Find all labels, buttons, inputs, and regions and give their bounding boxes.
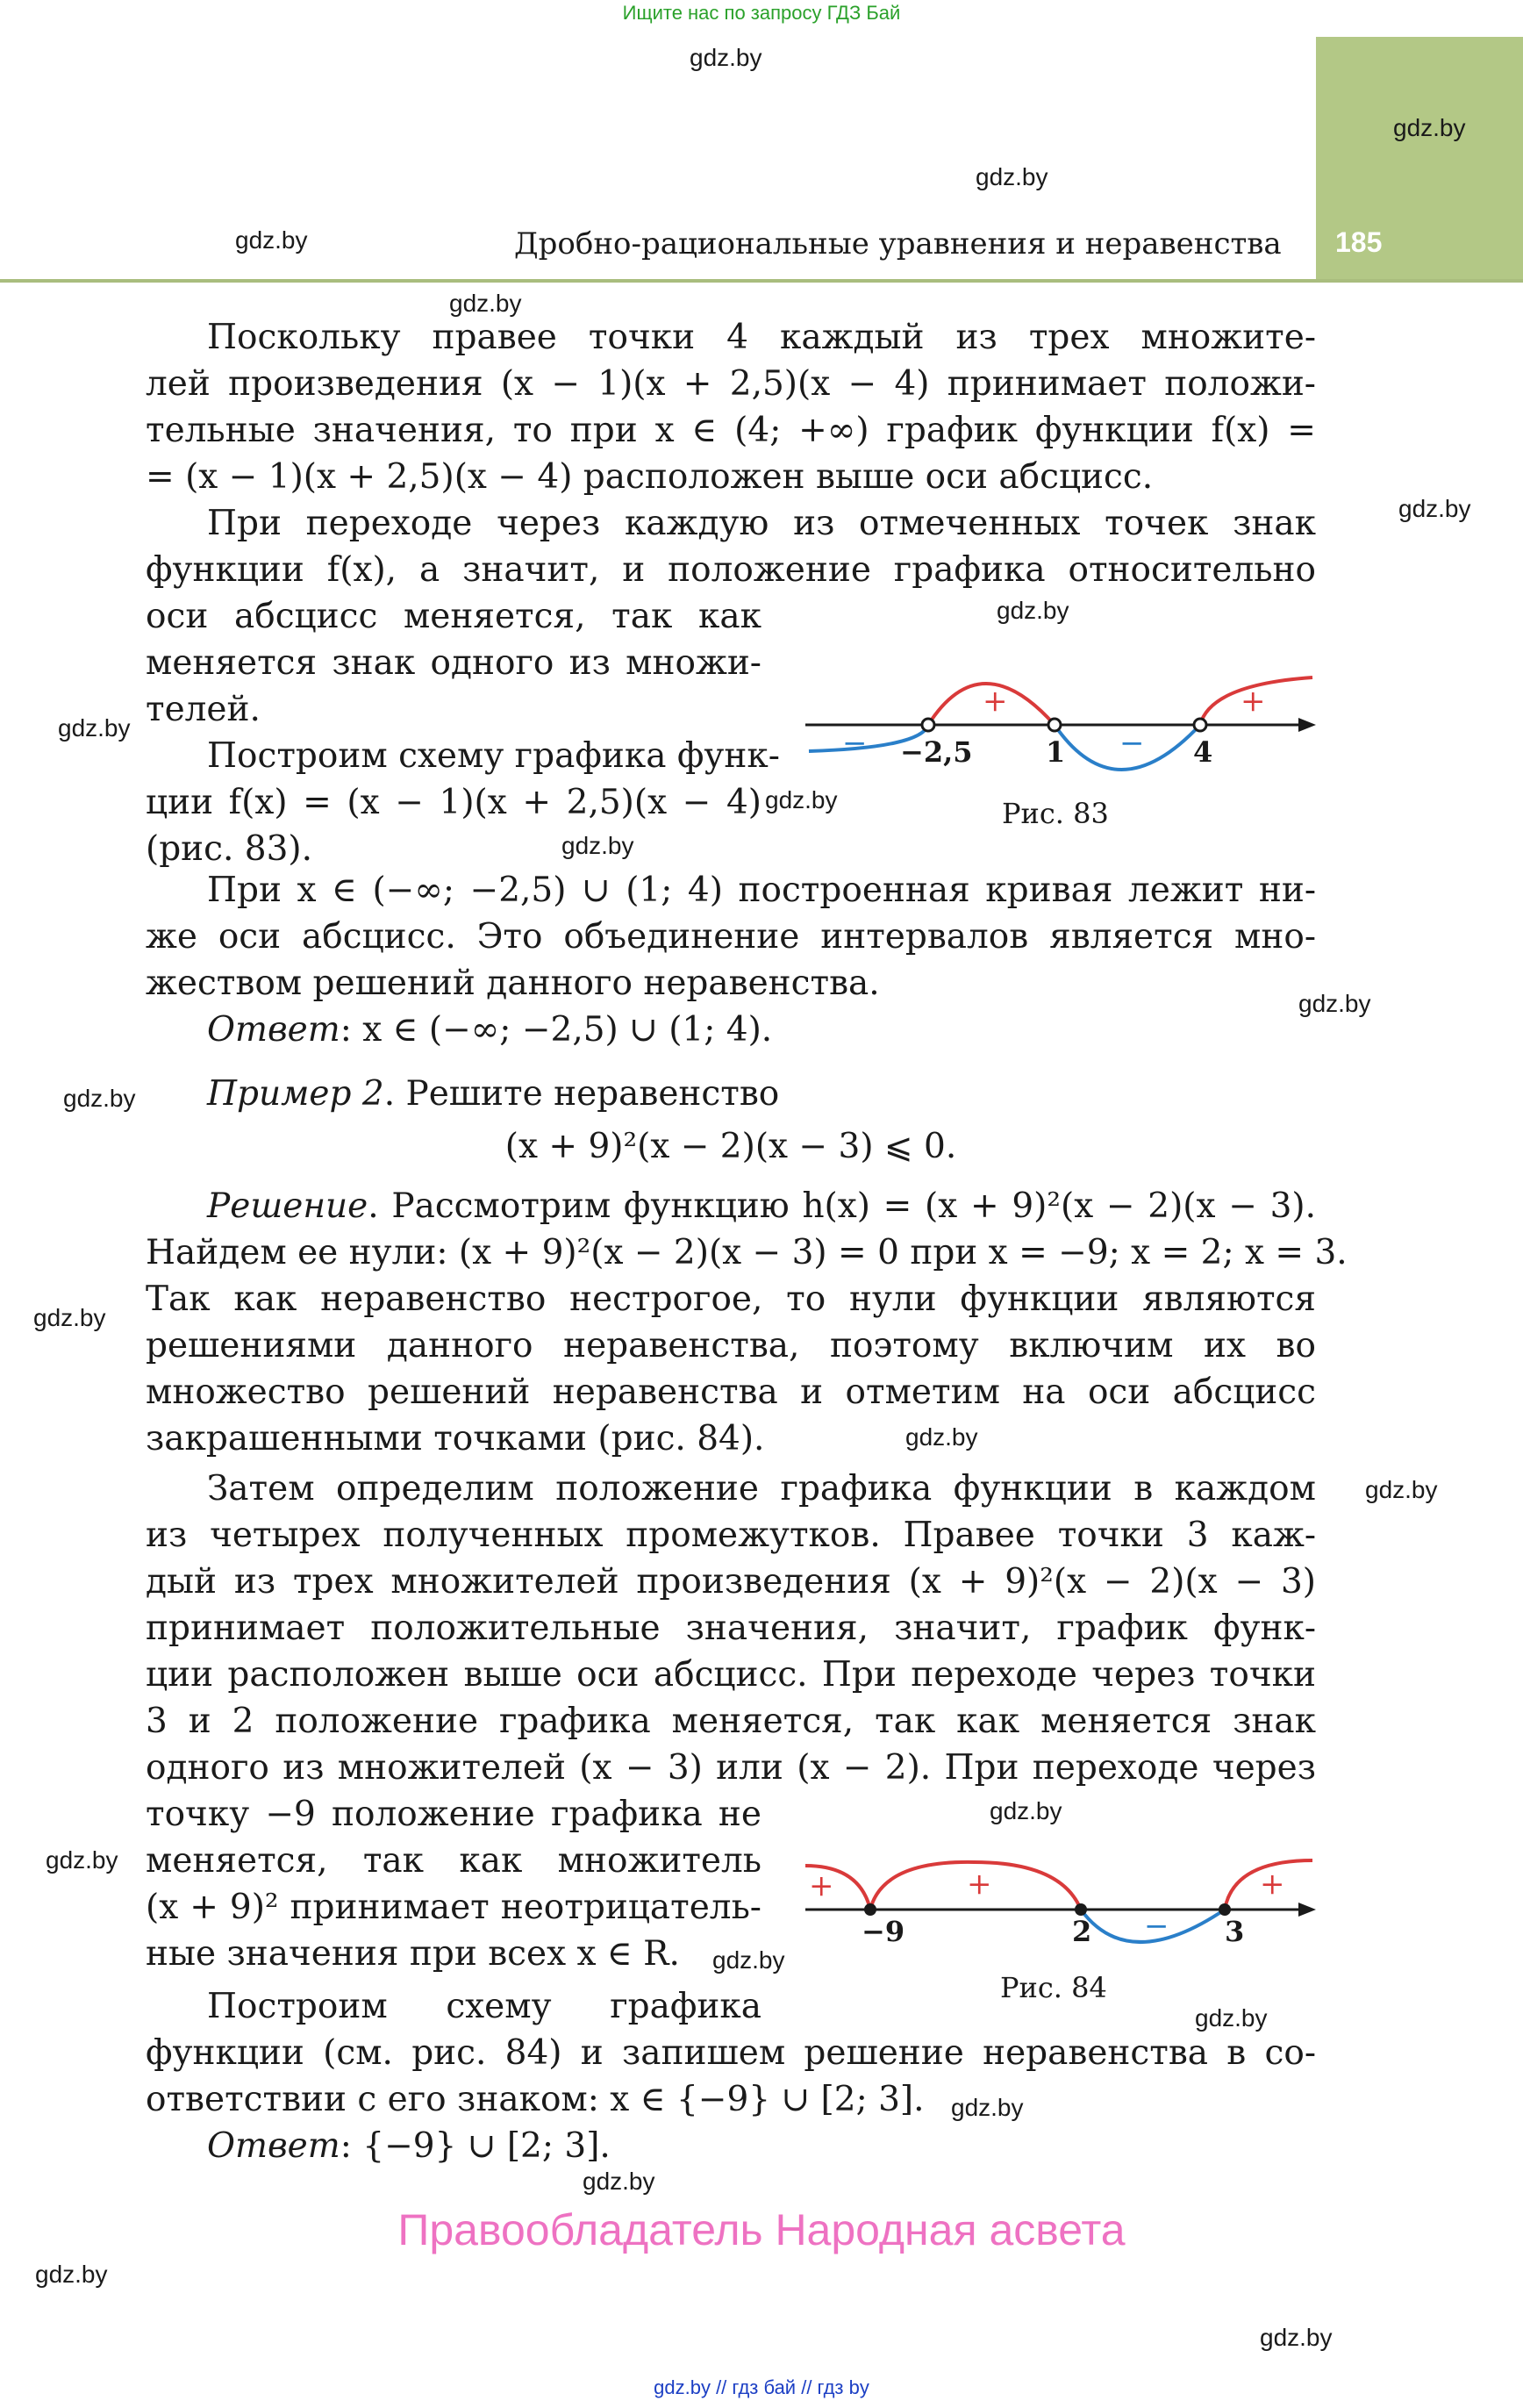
- text-line: ции расположен выше оси абсцисс. При переходе через точки: [146, 1655, 1316, 1695]
- watermark: gdz.by: [63, 1085, 136, 1112]
- figure-84-caption: Рис. 84: [1000, 1971, 1107, 2004]
- solution-first-line: [207, 1183, 1316, 1229]
- answer-label: Ответ: [207, 1010, 340, 1050]
- watermark: gdz.by: [997, 597, 1069, 624]
- example-label: Пример 2: [207, 1074, 384, 1114]
- solution-text: . Рассмотрим функцию h(x) = (x + 9)²(x − 2)(x − 3).: [368, 1186, 1316, 1226]
- answer-text: : x ∈ (−∞; −2,5) ∪ (1; 4).: [340, 1010, 773, 1050]
- watermark: gdz.by: [990, 1797, 1062, 1824]
- text-line: решениями данного неравенства, поэтому включим их во: [146, 1326, 1316, 1365]
- answer-2: [207, 2123, 611, 2169]
- filled-point: [1075, 1903, 1087, 1916]
- watermark: gdz.by: [951, 2094, 1024, 2121]
- text-line: При x ∈ (−∞; −2,5) ∪ (1; 4) построенная кривая лежит ни-: [207, 871, 1316, 910]
- text-line: лей произведения (x − 1)(x + 2,5)(x − 4) принимает положи-: [146, 364, 1316, 404]
- text-line: Поскольку правее точки 4 каждый из трех множите-: [207, 318, 1316, 357]
- filled-point: [864, 1903, 876, 1916]
- text-line: Построим схему графика функ-: [207, 736, 780, 776]
- sign-label: +: [1241, 684, 1266, 719]
- text-line: меняется, так как множитель: [146, 1841, 762, 1881]
- axis-arrow: [1298, 1903, 1316, 1917]
- watermark: gdz.by: [235, 226, 308, 254]
- open-point: [922, 719, 934, 731]
- text-line: = (x − 1)(x + 2,5)(x − 4) расположен выше оси абсцисс.: [146, 457, 1154, 497]
- text-line: 3 и 2 положение графика меняется, так как меняется знак: [146, 1702, 1316, 1741]
- example-text: . Решите неравенство: [383, 1074, 780, 1114]
- top-note: Ищите нас по запросу ГДЗ Бай: [622, 2, 901, 24]
- point-label: 1: [1046, 735, 1066, 769]
- text-line: Затем определим положение графика функции в каждом: [207, 1469, 1316, 1509]
- text-line: жеством решений данного неравенства.: [146, 964, 880, 1003]
- text-line: Найдем ее нули: (x + 9)²(x − 2)(x − 3) = 0 при x = −9; x = 2; x = 3.: [146, 1233, 1348, 1272]
- text-line: меняется знак одного из множи-: [146, 643, 762, 683]
- text-line: закрашенными точками (рис. 84).: [146, 1419, 765, 1458]
- text-line: функции (см. рис. 84) и запишем решение неравенства в со-: [146, 2033, 1316, 2073]
- answer-text: : {−9} ∪ [2; 3].: [340, 2126, 611, 2166]
- text-line: тельные значения, то при x ∈ (4; +∞) график функции f(x) =: [146, 411, 1316, 450]
- text-line: принимает положительные значения, значит, график функ-: [146, 1609, 1316, 1648]
- text-line: ные значения при всех x ∈ R.: [146, 1934, 680, 1974]
- axis-arrow: [1298, 718, 1316, 732]
- page-number: 185: [1335, 226, 1383, 258]
- watermark: gdz.by: [1398, 495, 1471, 522]
- point-label: −9: [862, 1915, 905, 1948]
- text-line: же оси абсцисс. Это объединение интервалов является мно-: [146, 917, 1316, 957]
- inequality-formula: (x + 9)²(x − 2)(x − 3) ⩽ 0.: [504, 1127, 957, 1166]
- watermark: gdz.by: [583, 2168, 655, 2195]
- header-rule: [0, 279, 1523, 283]
- text-line: (рис. 83).: [146, 829, 313, 869]
- watermark: gdz.by: [1365, 1476, 1438, 1503]
- figure-83: [798, 649, 1325, 816]
- watermark: gdz.by: [561, 832, 634, 859]
- watermark: gdz.by: [976, 163, 1048, 190]
- text-line: из четырех полученных промежутков. Правее точки 3 каж-: [146, 1516, 1316, 1555]
- watermark: gdz.by: [46, 1846, 118, 1874]
- text-line: точку −9 положение графика не: [146, 1795, 762, 1834]
- point-label: 3: [1225, 1915, 1245, 1948]
- watermark: gdz.by: [765, 786, 838, 813]
- watermark: gdz.by: [1393, 114, 1466, 141]
- watermark: gdz.by: [690, 44, 762, 71]
- watermark: gdz.by: [905, 1423, 978, 1451]
- watermark: gdz.by: [1260, 2324, 1333, 2351]
- text-line: телей.: [146, 690, 261, 729]
- point-label: 4: [1193, 735, 1213, 769]
- open-point: [1048, 719, 1061, 731]
- text-line: Построим схему графика: [207, 1987, 762, 2026]
- text-line: Так как неравенство нестрогое, то нули функции являются: [146, 1279, 1316, 1319]
- watermark: gdz.by: [1298, 990, 1371, 1017]
- sign-label: +: [1260, 1867, 1285, 1902]
- running-header: Дробно-рациональные уравнения и неравенства: [514, 226, 1282, 262]
- text-line: дый из трех множителей произведения (x + 9)²(x − 2)(x − 3): [146, 1562, 1316, 1602]
- sign-label: +: [983, 684, 1008, 719]
- watermark: gdz.by: [1195, 2004, 1268, 2032]
- solution-label: Решение: [207, 1186, 368, 1226]
- footer-links[interactable]: gdz.by // гдз бай // гдз by: [654, 2376, 869, 2398]
- answer-label: Ответ: [207, 2126, 340, 2166]
- figure-83-caption: Рис. 83: [1002, 797, 1109, 830]
- open-point: [1194, 719, 1206, 731]
- text-line: оси абсцисс меняется, так как: [146, 597, 762, 636]
- text-line: множество решений неравенства и отметим на оси абсцисс: [146, 1372, 1316, 1412]
- answer-1: [207, 1007, 772, 1053]
- text-line: (x + 9)² принимает неотрицатель-: [146, 1888, 762, 1927]
- figure-84: [798, 1843, 1325, 1957]
- text-line: ответствии с его знаком: x ∈ {−9} ∪ [2; 3].: [146, 2080, 925, 2119]
- sign-label: +: [809, 1868, 834, 1903]
- text-line: одного из множителей (x − 3) или (x − 2). При переходе через: [146, 1748, 1316, 1788]
- sign-label: −: [1119, 726, 1145, 761]
- sign-label: +: [967, 1867, 992, 1902]
- watermark: gdz.by: [33, 1304, 106, 1331]
- example-2-heading: [207, 1071, 779, 1117]
- filled-point: [1219, 1903, 1231, 1916]
- watermark: gdz.by: [712, 1946, 785, 1974]
- text-line: функции f(x), а значит, и положение графика относительно: [146, 550, 1316, 590]
- copyright-owner: Правообладатель Народная асвета: [397, 2205, 1126, 2254]
- watermark: gdz.by: [58, 714, 131, 742]
- text-line: ции f(x) = (x − 1)(x + 2,5)(x − 4): [146, 783, 762, 822]
- sign-label: −: [842, 726, 868, 761]
- watermark: gdz.by: [35, 2261, 108, 2288]
- sign-label: −: [1144, 1909, 1169, 1944]
- text-line: При переходе через каждую из отмеченных точек знак: [207, 504, 1316, 543]
- point-label: −2,5: [900, 735, 973, 769]
- point-label: 2: [1072, 1915, 1092, 1948]
- watermark: gdz.by: [449, 290, 522, 317]
